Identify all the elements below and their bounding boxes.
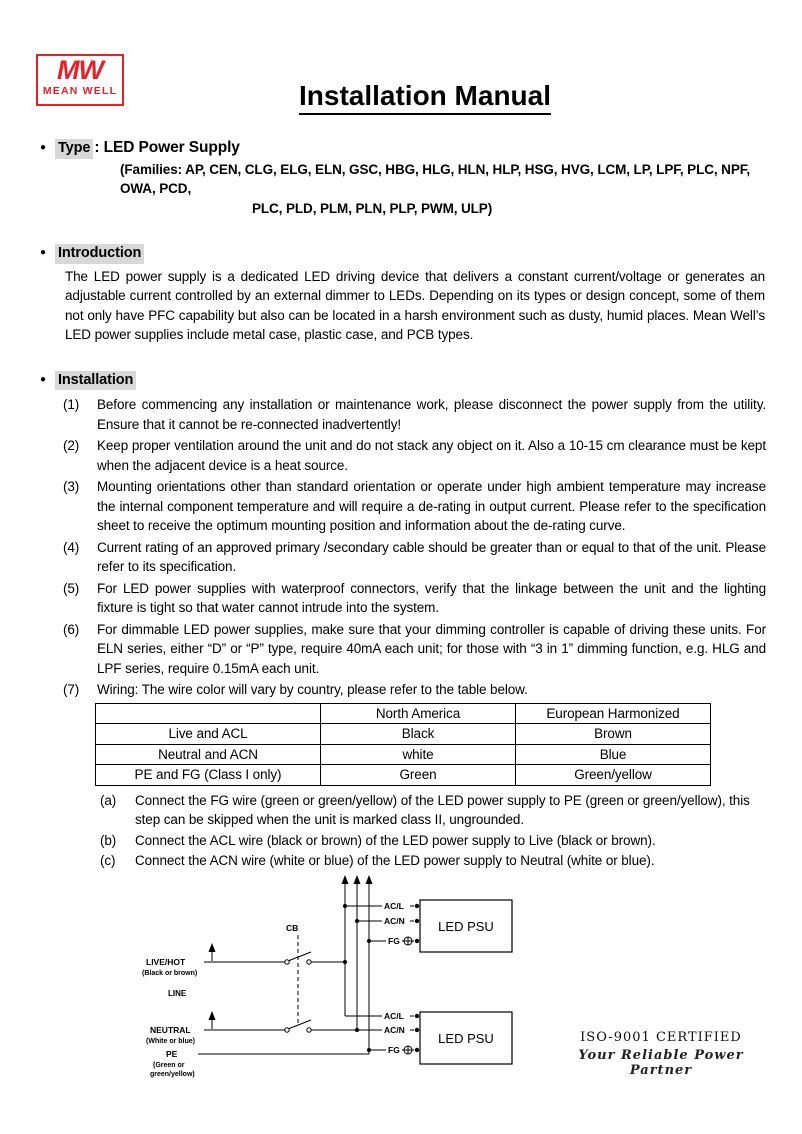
item-number: (a) xyxy=(100,792,117,808)
item-text: Current rating of an approved primary /secondary cable should be greater than or equal to that of the unit. Please refer to its specification. xyxy=(97,539,766,574)
wire-color-table xyxy=(95,703,711,786)
sub-item-a xyxy=(100,791,766,830)
terminal-label-acl: AC/L xyxy=(384,900,404,911)
pe-sublabel-2: green/yellow) xyxy=(150,1070,195,1078)
installation-heading: Installation xyxy=(55,371,136,391)
bullet-icon: ● xyxy=(40,373,46,385)
arrow-up-icon xyxy=(209,943,216,952)
logo-brand-name: MEAN WELL xyxy=(42,85,118,97)
table-row xyxy=(96,744,711,765)
type-heading: Type xyxy=(55,139,93,159)
install-item-4 xyxy=(63,538,766,577)
table-cell: Green xyxy=(321,765,516,786)
item-text: Connect the FG wire (green or green/yellow) of the LED power supply to PE (green or green/yellow), this step can be skipped when the unit is marked class II, ungrounded. xyxy=(135,792,750,827)
table-cell: Live and ACL xyxy=(96,724,321,745)
live-hot-label: LIVE/HOT xyxy=(146,956,186,967)
item-text: Connect the ACL wire (black or brown) of the LED power supply to Live (black or brown). xyxy=(135,832,656,848)
introduction-body: The LED power supply is a dedicated LED driving device that delivers a constant current/voltage or generates an adjustable current controlled by an external dimmer to LEDs. Depending on its types or design concept, some of them not only have PFC capability but also can be located in a harsh environment such as dusty, humid places. Mean Well’s LED power supplies include metal case, plastic case, and PCB types. xyxy=(65,268,765,342)
item-number: (3) xyxy=(63,479,80,494)
table-header-cell: North America xyxy=(321,703,516,724)
introduction-heading: Introduction xyxy=(55,244,144,264)
terminal-label-acn: AC/N xyxy=(384,1024,405,1035)
item-text: Connect the ACN wire (white or blue) of the LED power supply to Neutral (white or blue). xyxy=(135,853,655,868)
type-value: : LED Power Supply xyxy=(94,139,240,156)
families-line1: (Families: AP, CEN, CLG, ELG, ELN, GSC, HBG, HLG, HLN, HLP, HSG, HVG, LCM, LP, LPF, PLC, NPF, OWA, PCD, xyxy=(120,161,751,196)
slogan-text: Your Reliable Power Partner xyxy=(578,1048,744,1078)
item-number: (1) xyxy=(63,397,80,412)
table-header-cell xyxy=(96,703,321,724)
wiring-diagram xyxy=(140,875,570,1090)
table-header-row xyxy=(96,703,711,724)
arrow-up-icon xyxy=(354,875,361,884)
arrow-up-icon xyxy=(342,875,349,884)
item-number: (2) xyxy=(63,438,80,453)
item-text: Mounting orientations other than standard orientation or operate under high ambient temperature may increase the internal component temperature and will require a de-rating in output current. Please refer to the specification sheet to receive the optimum mounting position and information about the de-rating curve. xyxy=(97,479,766,533)
item-text: Before commencing any installation or maintenance work, please disconnect the power supply from the utility. Ensure that it cannot be re-connected inadvertently! xyxy=(97,397,766,432)
pe-label: PE xyxy=(166,1048,178,1059)
item-number: (4) xyxy=(63,539,80,555)
neutral-sublabel: (White or blue) xyxy=(146,1037,195,1045)
sub-item-b xyxy=(100,831,766,851)
led-psu-label: LED PSU xyxy=(438,918,494,934)
table-cell: PE and FG (Class I only) xyxy=(96,765,321,786)
wires xyxy=(198,883,414,1054)
terminal-label-fg: FG xyxy=(388,1044,400,1055)
install-item-6 xyxy=(63,620,766,679)
install-item-5 xyxy=(63,579,766,618)
item-number: (5) xyxy=(63,580,80,596)
page-title xyxy=(24,80,802,115)
installation-section-row xyxy=(40,371,766,392)
table-cell: white xyxy=(321,744,516,765)
live-hot-sublabel: (Black or brown) xyxy=(142,969,198,977)
table-cell: Brown xyxy=(516,724,711,745)
installation-items xyxy=(40,395,766,700)
install-item-1 xyxy=(63,395,766,434)
item-number: (6) xyxy=(63,621,80,637)
pe-sublabel-1: (Green or xyxy=(153,1061,185,1069)
cb-label: CB xyxy=(286,922,299,933)
table-row xyxy=(96,724,711,745)
sub-item-c xyxy=(100,851,766,871)
document-content xyxy=(40,138,766,1095)
terminal-label-fg: FG xyxy=(388,935,400,946)
item-number: (7) xyxy=(63,682,80,697)
table-cell: Black xyxy=(321,724,516,745)
led-psu-label: LED PSU xyxy=(438,1030,494,1046)
iso-certified-text: ISO-9001 CERTIFIED xyxy=(580,1030,742,1045)
terminal-label-acl: AC/L xyxy=(384,1010,404,1021)
neutral-label: NEUTRAL xyxy=(150,1024,191,1035)
page-title-text: Installation Manual xyxy=(299,80,551,115)
line-label: LINE xyxy=(168,988,187,998)
item-number: (c) xyxy=(100,853,116,868)
logo-mw-text: MW xyxy=(57,55,103,85)
terminal-labels xyxy=(384,901,405,1055)
item-text: Wiring: The wire color will vary by country, please refer to the table below. xyxy=(97,682,528,697)
wiring-diagram-container xyxy=(140,875,570,1096)
introduction-section-row xyxy=(40,244,766,265)
item-text: For LED power supplies with waterproof connectors, verify that the linkage between the unit and the lighting fixture is tight so that water cannot intrude into the system. xyxy=(97,580,766,615)
table-header-cell: European Harmonized xyxy=(516,703,711,724)
footer xyxy=(545,1030,777,1078)
item-text: Keep proper ventilation around the unit and do not stack any object on it. Also a 10-15 cm clearance must be kept when the adjacent device is a heat source. xyxy=(97,438,766,473)
arrow-up-icon xyxy=(209,1011,216,1020)
earth-ground-icon xyxy=(404,937,412,1054)
table-cell: Neutral and ACN xyxy=(96,744,321,765)
bullet-icon: ● xyxy=(40,142,46,153)
type-section-row xyxy=(40,138,766,160)
terminal-label-acn: AC/N xyxy=(384,915,405,926)
table-row xyxy=(96,765,711,786)
table-cell: Blue xyxy=(516,744,711,765)
table-cell: Green/yellow xyxy=(516,765,711,786)
install-item-7 xyxy=(63,680,766,700)
bullet-icon: ● xyxy=(40,247,46,258)
item-number: (b) xyxy=(100,832,117,848)
arrow-up-icon xyxy=(366,875,373,884)
install-item-3 xyxy=(63,477,766,536)
install-item-2 xyxy=(63,436,766,475)
families-line2: PLC, PLD, PLM, PLN, PLP, PWM, ULP) xyxy=(252,200,493,216)
item-text: For dimmable LED power supplies, make sure that your dimming controller is capable of driving these units. For ELN series, either “D” or “P” type, require 40mA each unit; for those with “3 in 1” dimming function, e.g. HLG and LPF series, require 0.15mA each unit. xyxy=(97,621,766,676)
